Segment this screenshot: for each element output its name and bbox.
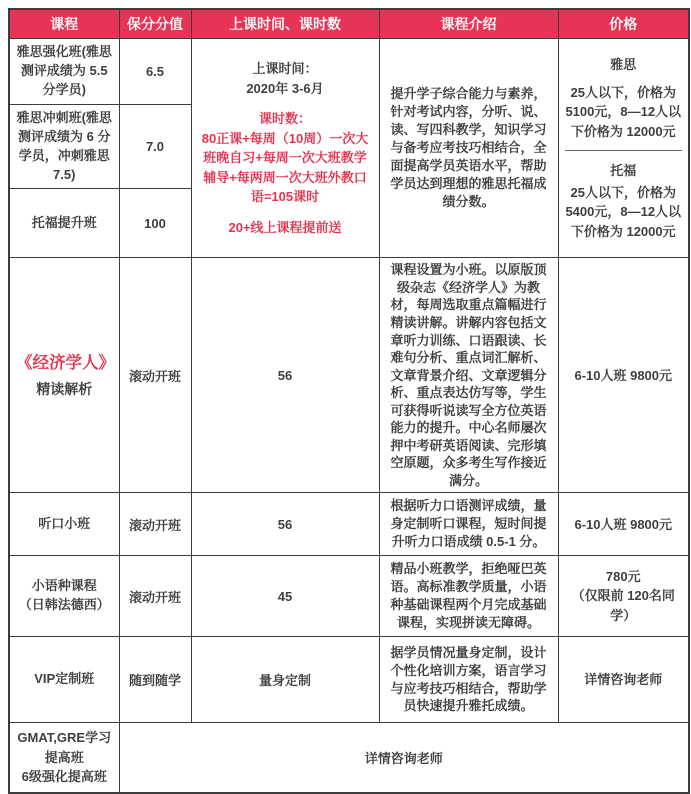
intro-cell-block1: 提升学子综合能力与素养，针对考试内容，分听、说、读、写四科教学，知识学习与备考应考技巧相结合，全面提高学员英语水平，帮助学员达到理想的雅思托福成绩分数。 [379, 39, 558, 258]
course-name-cell: 雅思冲刺班(雅思测评成绩为 6 分学员，冲刺雅思 7.5) [9, 105, 119, 189]
price-label-ielts: 雅思 [610, 57, 637, 73]
row-economist [9, 258, 689, 493]
course-name-line3: 6级强化提高班 [21, 769, 107, 785]
course-name-cell: 托福提升班 [9, 189, 119, 258]
header-price: 价格 [558, 9, 689, 39]
hours-cell: 56 [191, 493, 379, 556]
class-hours-label: 课时数： [258, 111, 311, 127]
hours-cell: 量身定制 [191, 637, 379, 723]
course-name-cell: 雅思强化班(雅思测评成绩为 5.5 分学员) [9, 39, 119, 105]
bonus-note: 20+线上课程提前送 [228, 219, 342, 235]
price-detail-ielts: 25人以下，价格为5100元，8—12人以下价格为 12000元 [565, 84, 682, 139]
class-time-block [198, 59, 373, 98]
course-name-line2: 提高班 [44, 749, 84, 765]
price-label-toefl: 托福 [610, 163, 637, 179]
score-cell: 7.0 [119, 105, 191, 189]
price-cell [558, 556, 689, 637]
row-gmat-gre [9, 723, 689, 793]
price-line2: （仅限前 120名同学） [571, 588, 675, 623]
score-cell: 100 [119, 189, 191, 258]
row-ielts-intensive [9, 39, 689, 105]
hours-cell: 56 [191, 258, 379, 493]
price-cell: 6-10人班 9800元 [558, 493, 689, 556]
header-intro: 课程介绍 [379, 9, 558, 39]
score-cell: 滚动开班 [119, 493, 191, 556]
score-cell: 滚动开班 [119, 258, 191, 493]
price-cell-block1 [558, 39, 689, 258]
class-hours-value: 80正课+每周（10周）一次大班晚自习+每周一次大班教学辅导+每两周一次大班外教口语=105课时 [201, 130, 369, 205]
course-name-line1: GMAT,GRE学习 [17, 730, 112, 746]
course-name-cell [9, 258, 119, 493]
price-cell: 详情咨询老师 [558, 637, 689, 723]
score-cell: 6.5 [119, 39, 191, 105]
price-cell: 6-10人班 9800元 [558, 258, 689, 493]
course-name-line2: （日韩法德西） [18, 597, 110, 613]
hours-cell: 45 [191, 556, 379, 637]
intro-cell: 根据听力口语测评成绩，量身定制听口课程，短时间提升听力口语成绩 0.5-1 分。 [379, 493, 558, 556]
course-name-cell [9, 723, 119, 793]
consult-teacher-cell: 详情咨询老师 [119, 723, 689, 793]
course-pricing-table [8, 8, 690, 794]
intro-cell: 精品小班教学，拒绝哑巴英语。高标准教学质量，小语种基础课程两个月完成基础课程，实现拼读无障碍。 [379, 556, 558, 637]
price-line1: 780元 [605, 568, 641, 584]
row-small-languages [9, 556, 689, 637]
course-name-cell: VIP定制班 [9, 637, 119, 723]
course-name-line1: 小语种课程 [31, 578, 97, 594]
price-section-toefl [565, 157, 683, 245]
price-detail-toefl: 25人以下，价格为5400元，8—12人以下价格为 12000元 [565, 184, 682, 239]
score-cell: 随到随学 [119, 637, 191, 723]
score-cell: 滚动开班 [119, 556, 191, 637]
course-name-cell: 听口小班 [9, 493, 119, 556]
price-section-ielts [565, 51, 683, 151]
table-header-row [9, 9, 689, 39]
intro-cell: 课程设置为小班。以原版顶级杂志《经济学人》为教材，每周选取重点篇幅进行精读讲解。讲解内容包括文章听力训练、口语跟读、长难句分析、重点词汇解析、文章背景介绍、文章逻辑分析、重点表达仿写等，学生可获得听说读写全方位英语能力的提升。中心名师屡次押中考研英语阅读、完形填空原题，众多考生写作接近满分。 [379, 258, 558, 493]
course-name-rest: 精读解析 [36, 380, 93, 397]
intro-cell: 据学员情况量身定制，设计个性化培训方案，语言学习与应考技巧相结合，帮助学员快速提升雅托成绩。 [379, 637, 558, 723]
schedule-cell-block1 [191, 39, 379, 258]
course-name-highlight: 《经济学人》 [16, 353, 115, 372]
class-hours-block [198, 109, 373, 207]
class-time-label: 上课时间： [252, 61, 318, 77]
course-name-cell [9, 556, 119, 637]
class-time-value: 2020年 3-6月 [246, 80, 324, 96]
header-schedule: 上课时间、课时数 [191, 9, 379, 39]
row-vip-custom [9, 637, 689, 723]
header-course: 课程 [9, 9, 119, 39]
row-listening-speaking [9, 493, 689, 556]
header-score: 保分分值 [119, 9, 191, 39]
